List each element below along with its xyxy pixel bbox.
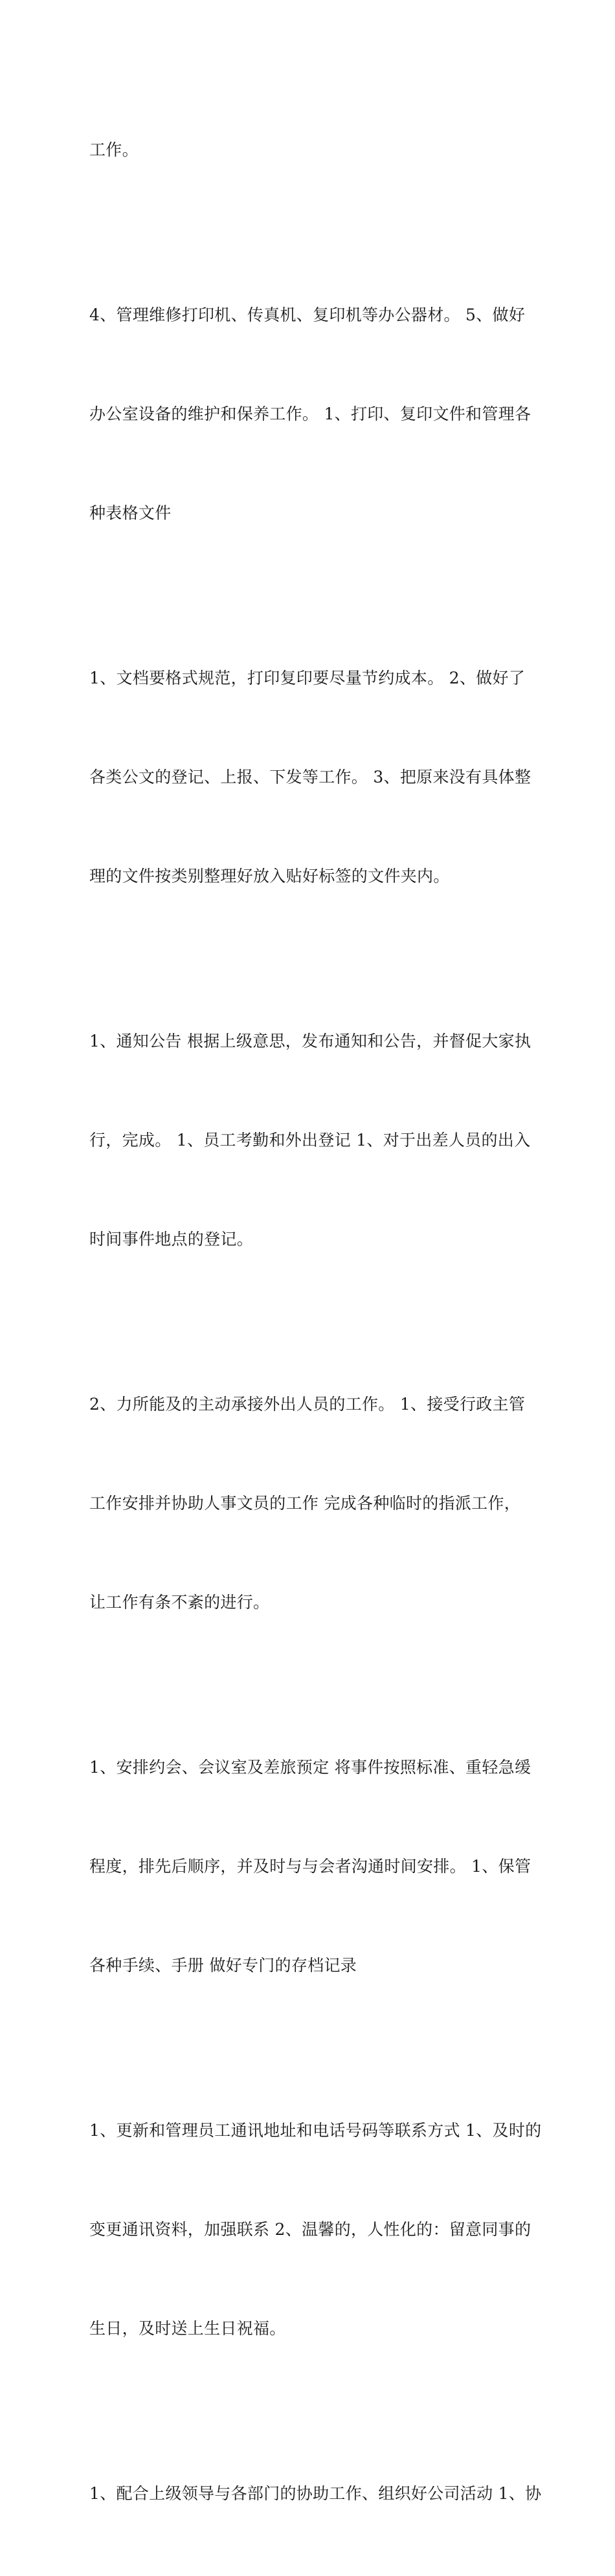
text-line: 程度，排先后顺序，并及时与与会者沟通时间安排。 1、保管 [89,1857,531,1876]
paragraph-1 [89,67,536,232]
text-line: 行，完成。 1、员工考勤和外出登记 1、对于出差人员的出入 [89,1131,531,1149]
text-line: 各类公文的登记、上报、下发等工作。 3、把原来没有具体整 [89,768,531,786]
text-line: 1、配合上级领导与各部门的协助工作、组织好公司活动 1、协 [89,2484,542,2503]
paragraph-6 [89,1685,536,2048]
paragraph-5 [89,1322,536,1685]
text-line: 1、更新和管理员工通讯地址和电话号码等联系方式 1、及时的 [89,2121,542,2140]
paragraph-8 [89,2411,542,2576]
text-line: 让工作有条不紊的进行。 [89,1593,270,1612]
document-body [89,67,542,2576]
text-line: 1、文档要格式规范，打印复印要尽量节约成本。 2、做好了 [89,669,526,687]
text-line: 1、安排约会、会议室及差旅预定 将事件按照标准、重轻急缓 [89,1758,531,1777]
text-line: 理的文件按类别整理好放入贴好标签的文件夹内。 [89,867,450,885]
text-line: 种表格文件 [89,504,172,522]
text-line: 各种手续、手册 做好专门的存档记录 [89,1956,357,1975]
paragraph-2 [89,232,536,595]
text-line: 工作。 [89,140,139,159]
text-line: 4、管理维修打印机、传真机、复印机等办公器材。 5、做好 [89,305,526,324]
text-line: 1、通知公告 根据上级意思，发布通知和公告，并督促大家执 [89,1032,531,1050]
text-line: 2、力所能及的主动承接外出人员的工作。 1、接受行政主管 [89,1395,526,1414]
text-line: 生日，及时送上生日祝福。 [89,2319,286,2338]
text-line: 时间事件地点的登记。 [89,1230,254,1249]
paragraph-3 [89,595,536,959]
paragraph-4 [89,959,536,1322]
text-line: 工作安排并协助人事文员的工作 完成各种临时的指派工作， [89,1494,521,1513]
text-line: 办公室设备的维护和保养工作。 1、打印、复印文件和管理各 [89,405,531,423]
paragraph-7 [89,2048,542,2411]
text-line: 变更通讯资料，加强联系 2、温馨的，人性化的：留意同事的 [89,2220,531,2239]
